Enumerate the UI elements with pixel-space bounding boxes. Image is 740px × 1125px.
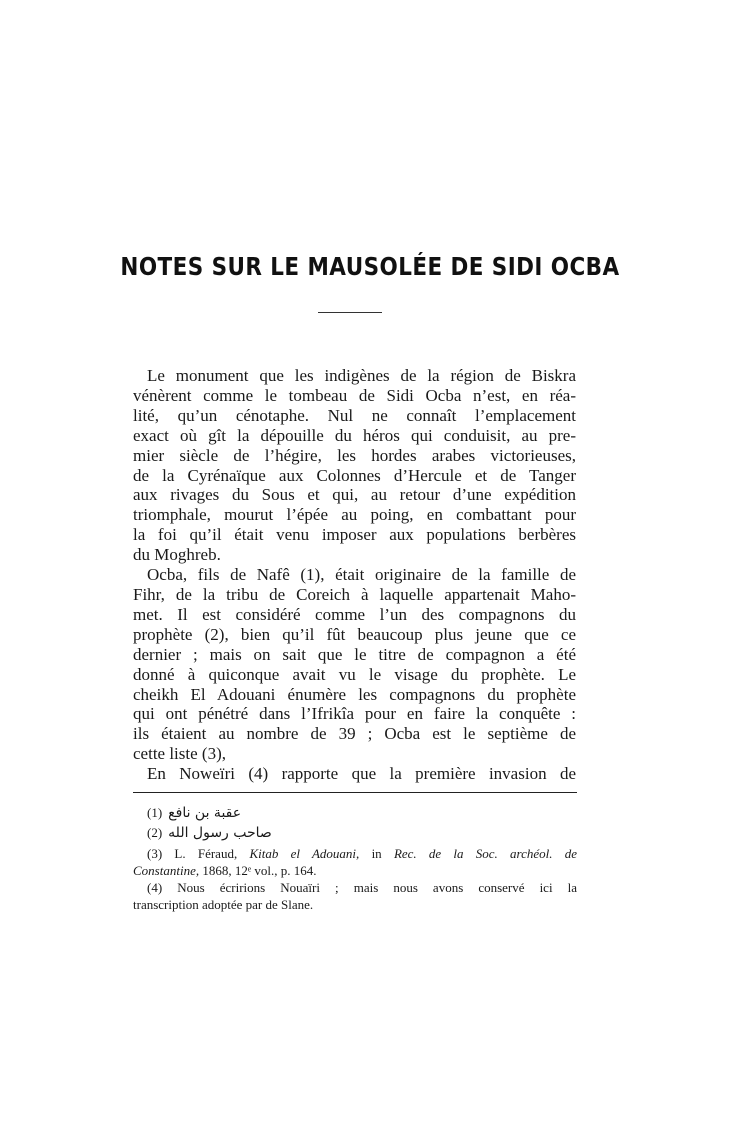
footnote-3 xyxy=(133,846,577,863)
text-line: En Noweïri (4) rapporte que la première invasion de xyxy=(147,764,576,784)
text-line: triomphale, mourut l’épée au poing, en combattant pour xyxy=(133,505,576,525)
text-line: prophète (2), bien qu’il fût beaucoup plus jeune que ce xyxy=(133,624,576,644)
footnote-3-cont xyxy=(133,863,577,880)
footnotes xyxy=(133,803,577,913)
text-line: de la Cyrénaïque aux Colonnes d’Hercule et de Tanger xyxy=(133,465,576,485)
footnote-in: in xyxy=(371,846,382,861)
footnote-journal-cont: Constantine, xyxy=(133,862,200,878)
text-line: met. Il est considéré comme l’un des compagnons du xyxy=(133,604,576,624)
text-line: dernier ; mais on sait que le titre de compagnon a été xyxy=(133,644,576,664)
text-line: Le monument que les indigènes de la région de Biskra xyxy=(147,366,576,385)
text-line: vénèrent comme le tombeau de Sidi Ocba n’est, en réa- xyxy=(133,385,576,405)
text-line: lité, qu’un cénotaphe. Nul ne connaît l’emplacement xyxy=(133,405,576,425)
footnote-number: (3) xyxy=(147,846,163,861)
text-line: donné à quiconque avait vu le visage du prophète. Le xyxy=(133,664,576,684)
text-line: qui ont pénétré dans l’Ifrikîa pour en faire la conquête : xyxy=(133,704,576,724)
footnote-author: L. Féraud, xyxy=(174,846,238,861)
text-line: aux rivages du Sous et qui, au retour d’une expédition xyxy=(133,485,576,505)
footnote-2 xyxy=(133,823,577,843)
page-title: NOTES SUR LE MAUSOLÉE DE SIDI OCBA xyxy=(120,252,620,281)
footnote-journal: Rec. de la Soc. archéol. de xyxy=(393,846,578,861)
footnote-divider xyxy=(133,792,577,793)
footnote-1 xyxy=(133,803,577,823)
arabic-text: عقبة بن نافع xyxy=(168,805,242,821)
text-line: Fihr, de la tribu de Coreich à laquelle appartenait Maho- xyxy=(133,584,576,604)
footnote-text: Nous écririons Nouaïri ; mais nous avons conservé ici la xyxy=(177,880,578,895)
footnote-number: (1) xyxy=(147,805,163,820)
text-line: cette liste (3), xyxy=(133,744,226,764)
text-line: du Moghreb. xyxy=(133,545,221,565)
arabic-text: صاحب رسول الله xyxy=(168,825,272,841)
body-text xyxy=(133,366,576,784)
text-line: la foi qu’il était venu imposer aux populations berbères xyxy=(133,525,576,545)
footnote-4-cont: transcription adoptée par de Slane. xyxy=(133,896,314,912)
footnote-4 xyxy=(133,880,577,897)
title-divider xyxy=(318,312,382,313)
footnote-work: Kitab el Adouani, xyxy=(249,846,360,861)
text-line: ils étaient au nombre de 39 ; Ocba est le septième de xyxy=(133,724,576,744)
text-line: Ocba, fils de Nafê (1), était originaire de la famille de xyxy=(147,565,576,585)
footnote-number: (2) xyxy=(147,825,163,840)
footnote-number: (4) xyxy=(147,880,163,895)
text-line: mier siècle de l’hégire, les hordes arabes victorieuses, xyxy=(133,445,576,465)
footnote-details: 1868, 12ᵉ vol., p. 164. xyxy=(202,862,317,878)
text-line: exact où gît la dépouille du héros qui conduisit, au pre- xyxy=(133,425,576,445)
text-line: cheikh El Adouani énumère les compagnons du prophète xyxy=(133,684,576,704)
